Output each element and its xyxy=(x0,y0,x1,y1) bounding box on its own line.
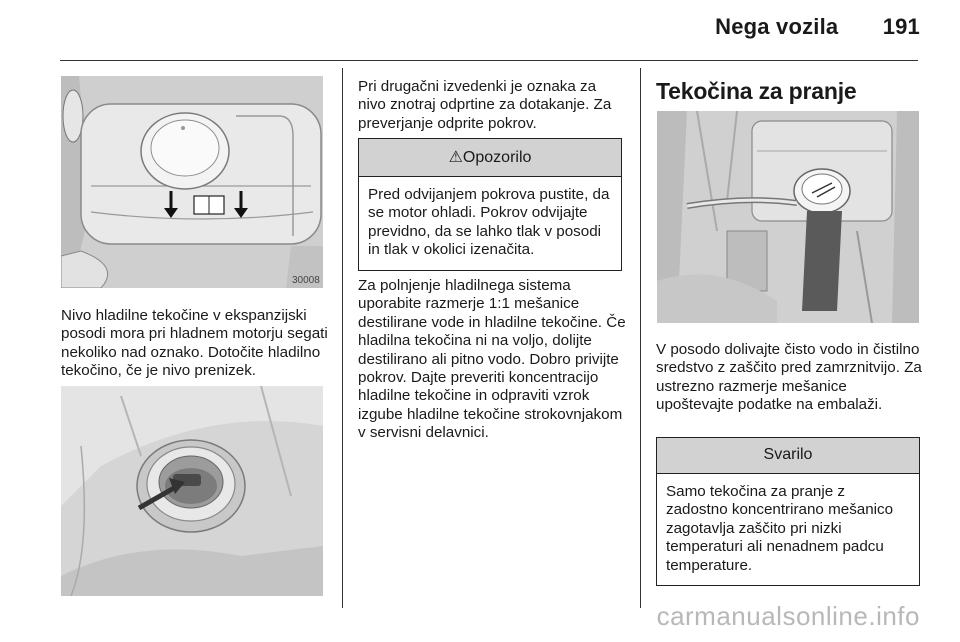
image-code: 30008 xyxy=(292,275,320,286)
warning-box xyxy=(358,138,622,271)
illustration-filler-neck xyxy=(61,386,323,596)
watermark: carmanualsonline.info xyxy=(656,601,920,631)
caution-title: Svarilo xyxy=(763,446,813,463)
caution-box xyxy=(656,437,920,586)
column-2-intro xyxy=(358,78,628,133)
warning-triangle-icon: ⚠ xyxy=(448,149,463,166)
column-2-text xyxy=(358,277,628,443)
illustration-coolant-tank xyxy=(61,76,323,288)
caution-text: Samo tekočina za pranje z zadostno koncentrirano mešanico zagotavlja zaščito pri nizki temperaturi ali nenadnem padcu temperature. xyxy=(666,483,894,574)
header-rule xyxy=(60,60,918,61)
filling-paragraph: Za polnjenje hladilnega sistema uporabite razmerje 1:1 mešanice destilirane vode in hladilne tekočine. Če hladilna tekočina ni na voljo, dolijte destilirano ali pitno vodo. Dobro privijte pokrov. Dajte preveriti koncentracijo hladilne tekočine in odpraviti vzrok izgube hladilne tekočine strokovnjakom v servisni delavnici. xyxy=(358,277,626,442)
column-1-text xyxy=(61,307,329,381)
page-header xyxy=(715,14,920,40)
alternate-version-paragraph: Pri drugačni izvedenki je oznaka za nivo znotraj odprtine za dotakanje. Za preverjanje odprite pokrov. xyxy=(358,78,612,132)
column-divider-2 xyxy=(640,68,641,608)
warning-header xyxy=(359,139,621,177)
section-heading: Tekočina za pranje xyxy=(656,78,857,104)
caution-header xyxy=(657,438,919,474)
section-title: Nega vozila xyxy=(715,14,839,39)
coolant-level-paragraph: Nivo hladilne tekočine v ekspanzijski posodi mora pri hladnem motorju segati nekoliko nad oznako. Dotočite hladilno tekočino, če je nivo prenizek. xyxy=(61,307,328,380)
column-3-text xyxy=(656,341,924,415)
washer-fluid-paragraph: V posodo dolivajte čisto vodo in čistilno sredstvo z zaščito pred zamrznitvijo. Za ustrezno razmerje mešanice upoštevajte podatke na embalaži. xyxy=(656,341,922,414)
warning-title: Opozorilo xyxy=(462,149,532,166)
illustration-washer-reservoir xyxy=(657,111,919,323)
column-divider-1 xyxy=(342,68,343,608)
page-number: 191 xyxy=(882,14,920,39)
warning-text: Pred odvijanjem pokrova pustite, da se motor ohladi. Pokrov odvijajte previdno, da se lahko tlak v posodi in tlak v okolici izenačita. xyxy=(368,186,610,259)
